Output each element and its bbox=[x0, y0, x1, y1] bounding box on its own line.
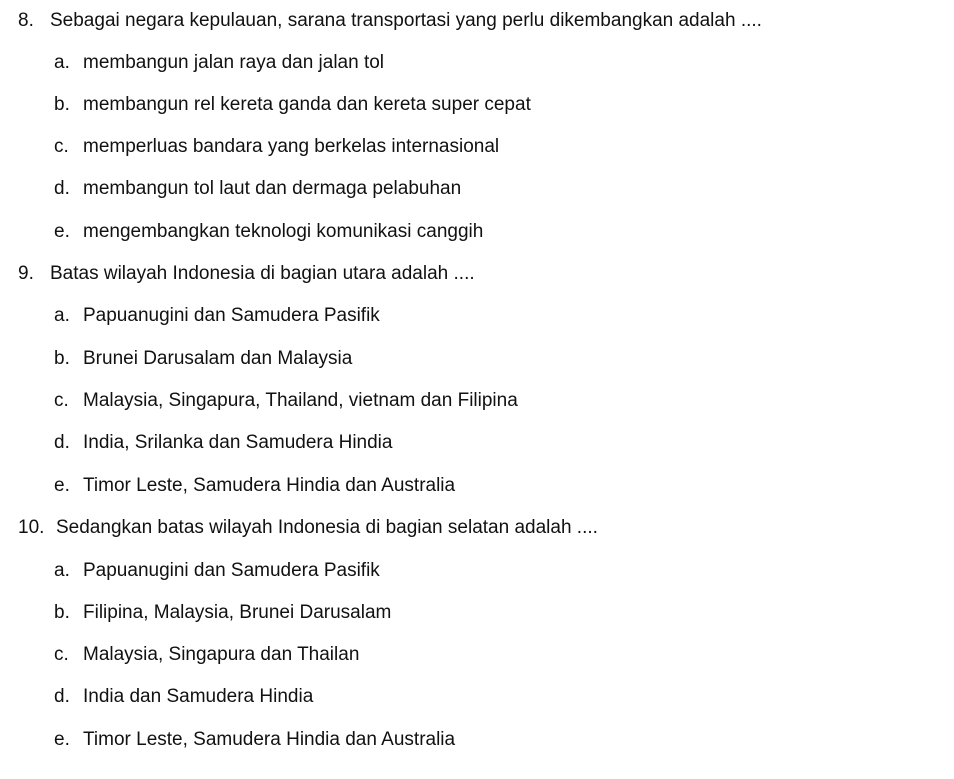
option-letter: e. bbox=[54, 221, 70, 242]
option-letter: a. bbox=[54, 52, 70, 73]
question-text: Sebagai negara kepulauan, sarana transportasi yang perlu dikembangkan adalah .... bbox=[50, 10, 762, 31]
option-text: Filipina, Malaysia, Brunei Darusalam bbox=[83, 602, 392, 623]
option-text: membangun tol laut dan dermaga pelabuhan bbox=[83, 178, 462, 199]
question-number: 9. bbox=[18, 263, 34, 284]
option-text: Timor Leste, Samudera Hindia dan Australia bbox=[83, 729, 456, 750]
option-text: membangun jalan raya dan jalan tol bbox=[83, 52, 385, 73]
option-letter: c. bbox=[54, 390, 69, 411]
option-letter: c. bbox=[54, 644, 69, 665]
option-text: Papuanugini dan Samudera Pasifik bbox=[83, 305, 380, 326]
option-letter: b. bbox=[54, 94, 70, 115]
option-letter: e. bbox=[54, 475, 70, 496]
question-text: Batas wilayah Indonesia di bagian utara adalah .... bbox=[50, 263, 475, 284]
question-number: 8. bbox=[18, 10, 34, 31]
option-text: memperluas bandara yang berkelas internasional bbox=[83, 136, 500, 157]
option-text: Timor Leste, Samudera Hindia dan Australia bbox=[83, 475, 456, 496]
option-text: Brunei Darusalam dan Malaysia bbox=[83, 348, 353, 369]
option-text: Malaysia, Singapura, Thailand, vietnam dan Filipina bbox=[83, 390, 518, 411]
option-text: mengembangkan teknologi komunikasi canggih bbox=[83, 221, 484, 242]
option-text: India, Srilanka dan Samudera Hindia bbox=[83, 432, 393, 453]
option-letter: a. bbox=[54, 560, 70, 581]
option-letter: b. bbox=[54, 602, 70, 623]
option-letter: b. bbox=[54, 348, 70, 369]
option-text: India dan Samudera Hindia bbox=[83, 686, 314, 707]
option-letter: e. bbox=[54, 729, 70, 750]
question-text: Sedangkan batas wilayah Indonesia di bagian selatan adalah .... bbox=[56, 517, 598, 538]
option-text: membangun rel kereta ganda dan kereta super cepat bbox=[83, 94, 531, 115]
question-number: 10. bbox=[18, 517, 45, 538]
option-text: Malaysia, Singapura dan Thailan bbox=[83, 644, 360, 665]
option-letter: d. bbox=[54, 178, 70, 199]
option-letter: a. bbox=[54, 305, 70, 326]
option-letter: d. bbox=[54, 432, 70, 453]
option-text: Papuanugini dan Samudera Pasifik bbox=[83, 560, 380, 581]
option-letter: c. bbox=[54, 136, 69, 157]
option-letter: d. bbox=[54, 686, 70, 707]
